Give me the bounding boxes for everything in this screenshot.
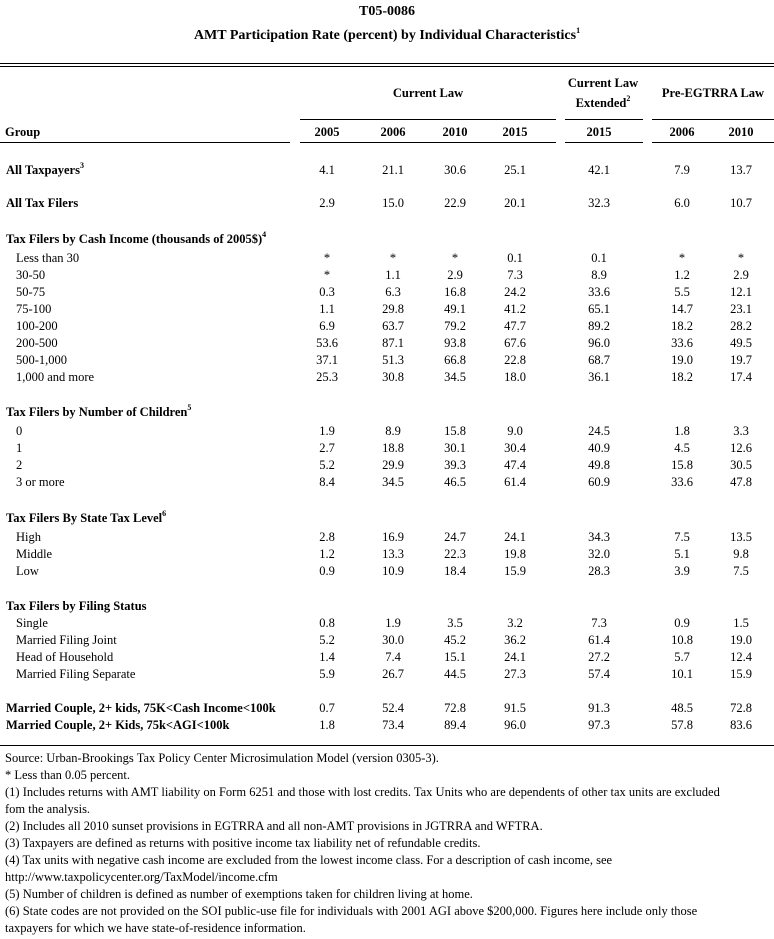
value-cell: 6.0 — [674, 196, 690, 210]
value-cell: 0.1 — [591, 251, 607, 265]
value-cell: * — [323, 251, 331, 265]
value-cell: 0.9 — [319, 564, 335, 578]
value-cell: 14.7 — [671, 302, 693, 316]
value-cell: 3.9 — [674, 564, 690, 578]
value-cell: 19.0 — [730, 633, 752, 647]
table-row — [0, 440, 774, 457]
table-title-text: AMT Participation Rate (percent) by Individual Characteristics — [193, 28, 577, 43]
value-cell: 4.5 — [674, 441, 690, 455]
row-label — [6, 717, 229, 734]
table-row — [0, 267, 774, 284]
value-cell: 41.2 — [504, 302, 526, 316]
value-cell: * — [678, 251, 686, 265]
value-cell: 2.9 — [447, 268, 463, 282]
row-label — [16, 284, 45, 301]
value-cell: 61.4 — [588, 633, 610, 647]
row-label — [16, 369, 94, 386]
value-cell: 63.7 — [382, 319, 404, 333]
value-cell: 1.5 — [733, 616, 749, 630]
value-cell: 7.4 — [385, 650, 401, 664]
value-cell: 17.4 — [730, 370, 752, 384]
double-rule-top — [0, 63, 774, 64]
value-cell: 25.3 — [316, 370, 338, 384]
value-cell: 42.1 — [588, 163, 610, 177]
row-label-text: Tax Filers by Number of Children — [6, 405, 188, 419]
table-id: T05-0086 — [359, 4, 415, 19]
value-cell: 57.8 — [671, 718, 693, 732]
row-label-text: 50-75 — [16, 285, 46, 299]
value-cell: 1.9 — [319, 424, 335, 438]
value-cell: 1.8 — [319, 718, 335, 732]
value-cell: 93.8 — [444, 336, 466, 350]
footnote-ref: 6 — [162, 509, 167, 518]
value-cell: 34.5 — [444, 370, 466, 384]
value-cell: 73.4 — [382, 718, 404, 732]
table-row — [0, 284, 774, 301]
value-cell: 15.0 — [382, 196, 404, 210]
footnote-ref: 4 — [262, 230, 267, 239]
value-cell: 0.8 — [319, 616, 335, 630]
row-label-text: 75-100 — [16, 302, 52, 316]
value-cell: 13.5 — [730, 530, 752, 544]
row-label — [6, 598, 147, 615]
row-label — [6, 231, 266, 248]
table-row — [0, 474, 774, 491]
value-cell: 3.5 — [447, 616, 463, 630]
value-cell: 21.1 — [382, 163, 404, 177]
value-cell: 39.3 — [444, 458, 466, 472]
value-cell: 60.9 — [588, 475, 610, 489]
row-label-text: Middle — [16, 547, 53, 561]
value-cell: 65.1 — [588, 302, 610, 316]
section-header-row — [0, 231, 774, 248]
value-cell: 29.8 — [382, 302, 404, 316]
value-cell: 49.1 — [444, 302, 466, 316]
row-label-text: Single — [16, 616, 48, 630]
table-title-footnote-ref: 1 — [576, 26, 581, 35]
value-cell: 40.9 — [588, 441, 610, 455]
value-cell: 30.8 — [382, 370, 404, 384]
value-cell: 96.0 — [588, 336, 610, 350]
value-cell: 18.8 — [382, 441, 404, 455]
table-row — [0, 250, 774, 267]
value-cell: 13.3 — [382, 547, 404, 561]
value-cell: 19.0 — [671, 353, 693, 367]
value-cell: 1.4 — [319, 650, 335, 664]
value-cell: 44.5 — [444, 667, 466, 681]
value-cell: 23.1 — [730, 302, 752, 316]
row-label — [6, 404, 191, 421]
value-cell: 34.3 — [588, 530, 610, 544]
value-cell: 2.9 — [733, 268, 749, 282]
header-rule — [300, 142, 556, 143]
value-cell: 3.3 — [733, 424, 749, 438]
year-header: 2010 — [728, 125, 754, 139]
column-group-label-line1: Current Law — [567, 76, 639, 90]
value-cell: 10.8 — [671, 633, 693, 647]
value-cell: 6.9 — [319, 319, 335, 333]
row-label-text: Tax Filers by Cash Income (thousands of 2005$) — [6, 232, 263, 246]
value-cell: 24.1 — [504, 650, 526, 664]
value-cell: 6.3 — [385, 285, 401, 299]
value-cell: 68.7 — [588, 353, 610, 367]
year-header: 2006 — [380, 125, 406, 139]
table-row — [0, 162, 774, 179]
value-cell: 18.0 — [504, 370, 526, 384]
value-cell: 26.7 — [382, 667, 404, 681]
group-rule — [652, 119, 774, 120]
table-row — [0, 301, 774, 318]
value-cell: 52.4 — [382, 701, 404, 715]
value-cell: 45.2 — [444, 633, 466, 647]
value-cell: 83.6 — [730, 718, 752, 732]
value-cell: 2.8 — [319, 530, 335, 544]
value-cell: 30.0 — [382, 633, 404, 647]
footnote-ref: 2 — [626, 94, 631, 103]
value-cell: 24.1 — [504, 530, 526, 544]
value-cell: 1.1 — [385, 268, 401, 282]
row-label-text: Married Couple, 2+ Kids, 75k<AGI<100k — [6, 718, 230, 732]
footnote-line: (5) Number of children is defined as number of exemptions taken for children living at home. — [5, 887, 473, 901]
value-cell: 5.1 — [674, 547, 690, 561]
row-label — [6, 510, 166, 527]
value-cell: 28.3 — [588, 564, 610, 578]
section-header-row — [0, 598, 774, 615]
value-cell: 5.2 — [319, 458, 335, 472]
value-cell: 13.7 — [730, 163, 752, 177]
value-cell: 66.8 — [444, 353, 466, 367]
header-rule — [565, 142, 643, 143]
value-cell: 61.4 — [504, 475, 526, 489]
value-cell: 15.8 — [671, 458, 693, 472]
table-row — [0, 666, 774, 683]
row-label-text: All Tax Filers — [6, 196, 79, 210]
double-rule-bottom — [0, 66, 774, 67]
value-cell: 89.4 — [444, 718, 466, 732]
footer-rule — [0, 745, 774, 746]
value-cell: 2.7 — [319, 441, 335, 455]
value-cell: 47.4 — [504, 458, 526, 472]
value-cell: 15.9 — [504, 564, 526, 578]
value-cell: 5.7 — [674, 650, 690, 664]
row-label — [16, 440, 22, 457]
value-cell: 2.9 — [319, 196, 335, 210]
row-label — [16, 423, 22, 440]
year-header: 2006 — [669, 125, 695, 139]
value-cell: 24.7 — [444, 530, 466, 544]
table-row — [0, 195, 774, 212]
column-group-label-line2 — [563, 93, 643, 113]
value-cell: 72.8 — [444, 701, 466, 715]
column-group-current-law-extended — [563, 73, 643, 113]
value-cell: 7.3 — [507, 268, 523, 282]
value-cell: 15.8 — [444, 424, 466, 438]
value-cell: 22.9 — [444, 196, 466, 210]
row-label-text: 500-1,000 — [16, 353, 68, 367]
row-label-text: Married Couple, 2+ kids, 75K<Cash Income<100k — [6, 701, 276, 715]
table-row — [0, 700, 774, 717]
column-group-label-extended: Extended — [575, 96, 627, 110]
value-cell: 22.3 — [444, 547, 466, 561]
value-cell: 32.3 — [588, 196, 610, 210]
value-cell: 18.2 — [671, 319, 693, 333]
row-label — [16, 335, 58, 352]
value-cell: 96.0 — [504, 718, 526, 732]
row-label — [16, 301, 51, 318]
value-cell: 30.6 — [444, 163, 466, 177]
row-label — [16, 352, 67, 369]
value-cell: 19.8 — [504, 547, 526, 561]
value-cell: 47.7 — [504, 319, 526, 333]
value-cell: 27.3 — [504, 667, 526, 681]
value-cell: 1.2 — [319, 547, 335, 561]
value-cell: 7.9 — [674, 163, 690, 177]
footnote-line: (6) State codes are not provided on the SOI public-use file for individuals with 2001 AGI above $200,000. Figures here include only those — [5, 904, 698, 918]
value-cell: 0.7 — [319, 701, 335, 715]
value-cell: 36.1 — [588, 370, 610, 384]
value-cell: 20.1 — [504, 196, 526, 210]
row-label-text: Tax Filers by Filing Status — [6, 599, 147, 613]
column-group-pre-egtrra: Pre-EGTRRA Law — [661, 86, 765, 100]
value-cell: 5.2 — [319, 633, 335, 647]
value-cell: 1.8 — [674, 424, 690, 438]
value-cell: * — [323, 268, 331, 282]
row-label — [16, 318, 58, 335]
table-row — [0, 423, 774, 440]
value-cell: 5.9 — [319, 667, 335, 681]
value-cell: 12.4 — [730, 650, 752, 664]
value-cell: 87.1 — [382, 336, 404, 350]
value-cell: 12.1 — [730, 285, 752, 299]
table-row — [0, 546, 774, 563]
value-cell: 8.4 — [319, 475, 335, 489]
value-cell: 5.5 — [674, 285, 690, 299]
value-cell: 27.2 — [588, 650, 610, 664]
row-label-text: High — [16, 530, 41, 544]
year-header: 2005 — [314, 125, 340, 139]
table-row — [0, 649, 774, 666]
value-cell: 10.1 — [671, 667, 693, 681]
row-label-text: 30-50 — [16, 268, 46, 282]
value-cell: 7.5 — [733, 564, 749, 578]
table-row — [0, 615, 774, 632]
row-label — [16, 457, 22, 474]
value-cell: 18.2 — [671, 370, 693, 384]
value-cell: 16.8 — [444, 285, 466, 299]
group-column-header: Group — [5, 125, 41, 139]
row-label-text: Married Filing Separate — [16, 667, 136, 681]
footnote-ref: 5 — [187, 403, 192, 412]
value-cell: 47.8 — [730, 475, 752, 489]
footnote-ref: 3 — [79, 161, 84, 170]
row-label — [16, 546, 52, 563]
footnote-line: * Less than 0.05 percent. — [5, 768, 130, 782]
value-cell: 0.9 — [674, 616, 690, 630]
value-cell: 30.1 — [444, 441, 466, 455]
value-cell: 16.9 — [382, 530, 404, 544]
column-group-current-law: Current Law — [392, 86, 464, 100]
table-row — [0, 529, 774, 546]
row-label-text: 3 or more — [16, 475, 65, 489]
table-row — [0, 563, 774, 580]
row-label-text: Tax Filers By State Tax Level — [6, 511, 163, 525]
group-rule — [565, 119, 643, 120]
row-label-text: 100-200 — [16, 319, 58, 333]
footnote-line: (2) Includes all 2010 sunset provisions in EGTRRA and all non-AMT provisions in JGTRRA and WFTRA. — [5, 819, 543, 833]
value-cell: 25.1 — [504, 163, 526, 177]
value-cell: 28.2 — [730, 319, 752, 333]
footnote-line: taxpayers for which we have state-of-residence information. — [5, 921, 306, 935]
value-cell: 9.8 — [733, 547, 749, 561]
value-cell: 19.7 — [730, 353, 752, 367]
value-cell: * — [389, 251, 397, 265]
row-label-text: 0 — [16, 424, 23, 438]
value-cell: 18.4 — [444, 564, 466, 578]
value-cell: 1.1 — [319, 302, 335, 316]
value-cell: 46.5 — [444, 475, 466, 489]
table-row — [0, 632, 774, 649]
row-label — [6, 162, 84, 179]
value-cell: 29.9 — [382, 458, 404, 472]
value-cell: 9.0 — [507, 424, 523, 438]
value-cell: 51.3 — [382, 353, 404, 367]
footnote-line: (1) Includes returns with AMT liability on Form 6251 and those with lost credits. Tax Units who are dependents of other tax units are excluded — [5, 785, 720, 799]
header-rule — [0, 142, 290, 143]
row-label — [16, 267, 45, 284]
table-row — [0, 369, 774, 386]
value-cell: 15.1 — [444, 650, 466, 664]
group-rule — [300, 119, 556, 120]
row-label-text: Head of Household — [16, 650, 114, 664]
row-label — [16, 615, 48, 632]
value-cell: 97.3 — [588, 718, 610, 732]
row-label-text: 1 — [16, 441, 23, 455]
value-cell: 0.1 — [507, 251, 523, 265]
row-label-text: Married Filing Joint — [16, 633, 117, 647]
row-label-text: 2 — [16, 458, 23, 472]
value-cell: 8.9 — [385, 424, 401, 438]
value-cell: 32.0 — [588, 547, 610, 561]
row-label-text: 200-500 — [16, 336, 58, 350]
row-label — [16, 649, 113, 666]
value-cell: 3.2 — [507, 616, 523, 630]
table-row — [0, 717, 774, 734]
row-label-text: Less than 30 — [16, 251, 80, 265]
row-label — [16, 632, 117, 649]
value-cell: 15.9 — [730, 667, 752, 681]
value-cell: 30.4 — [504, 441, 526, 455]
value-cell: 91.3 — [588, 701, 610, 715]
year-header: 2015 — [586, 125, 612, 139]
value-cell: 33.6 — [671, 336, 693, 350]
value-cell: 7.3 — [591, 616, 607, 630]
table-title — [0, 28, 774, 44]
value-cell: 79.2 — [444, 319, 466, 333]
value-cell: 10.7 — [730, 196, 752, 210]
row-label-text: All Taxpayers — [6, 163, 80, 177]
value-cell: 48.5 — [671, 701, 693, 715]
section-header-row — [0, 510, 774, 527]
row-label — [16, 474, 65, 491]
row-label-text: Low — [16, 564, 39, 578]
value-cell: 53.6 — [316, 336, 338, 350]
footnote-line: (4) Tax units with negative cash income are excluded from the lowest income class. For a description of cash income, see — [5, 853, 613, 867]
section-header-row — [0, 404, 774, 421]
year-header: 2010 — [442, 125, 468, 139]
value-cell: 72.8 — [730, 701, 752, 715]
table-row — [0, 457, 774, 474]
value-cell: 36.2 — [504, 633, 526, 647]
footnote-line: (3) Taxpayers are defined as returns with positive income tax liability net of refundable credits. — [5, 836, 481, 850]
row-label — [16, 250, 79, 267]
value-cell: 24.5 — [588, 424, 610, 438]
row-label — [6, 195, 78, 212]
value-cell: 49.8 — [588, 458, 610, 472]
value-cell: 33.6 — [671, 475, 693, 489]
footnote-line: fom the analysis. — [5, 802, 91, 816]
value-cell: 89.2 — [588, 319, 610, 333]
value-cell: 12.6 — [730, 441, 752, 455]
value-cell: 67.6 — [504, 336, 526, 350]
footnote-line: Source: Urban-Brookings Tax Policy Center Microsimulation Model (version 0305-3). — [5, 751, 439, 765]
row-label — [16, 666, 135, 683]
value-cell: 0.3 — [319, 285, 335, 299]
value-cell: 49.5 — [730, 336, 752, 350]
table-row — [0, 318, 774, 335]
value-cell: 37.1 — [316, 353, 338, 367]
value-cell: 57.4 — [588, 667, 610, 681]
footnote-line: http://www.taxpolicycenter.org/TaxModel/income.cfm — [5, 870, 278, 884]
header-rule — [652, 142, 774, 143]
value-cell: 30.5 — [730, 458, 752, 472]
value-cell: 4.1 — [319, 163, 335, 177]
row-label — [16, 529, 41, 546]
value-cell: * — [451, 251, 459, 265]
value-cell: 8.9 — [591, 268, 607, 282]
value-cell: * — [737, 251, 745, 265]
table-row — [0, 352, 774, 369]
value-cell: 24.2 — [504, 285, 526, 299]
value-cell: 1.2 — [674, 268, 690, 282]
value-cell: 34.5 — [382, 475, 404, 489]
value-cell: 91.5 — [504, 701, 526, 715]
value-cell: 1.9 — [385, 616, 401, 630]
year-header: 2015 — [502, 125, 528, 139]
row-label — [16, 563, 39, 580]
value-cell: 33.6 — [588, 285, 610, 299]
row-label-text: 1,000 and more — [16, 370, 95, 384]
value-cell: 7.5 — [674, 530, 690, 544]
value-cell: 22.8 — [504, 353, 526, 367]
row-label — [6, 700, 276, 717]
table-row — [0, 335, 774, 352]
value-cell: 10.9 — [382, 564, 404, 578]
